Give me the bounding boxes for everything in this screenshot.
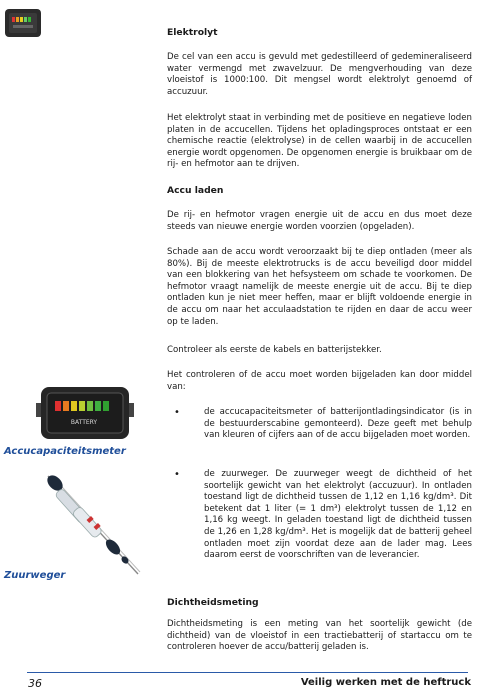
heading-accu-laden: Accu laden [167,185,224,196]
caption-meter: Accucapaciteitsmeter [4,446,126,457]
list-item-text: de zuurweger. De zuurweger weegt de dichtheid of het soortelijk gewicht van het elektrolyt (accuzuur). In ontladen toestand ligt de dichtheid tussen de 1,12 en 1,16 kg/dm³. Dit betekent dat 1 liter (= 1 dm³) elektrolyt tussen de 1,12 en 1,16 kg weegt. In geladen toestand ligt de dichtheid tussen de 1,26 en 1,28 kg/dm³. Het is mogelijk dat de batterij geheel ontladen moet zijn voordat deze aan de lader mag. Lees daarom eerst de voorschriften van de leverancier. [204,469,472,561]
paragraph: Schade aan de accu wordt veroorzaakt bij te diep ontladen (meer als 80%). Bij de meeste elektrotrucks is de accu beveiligd door middel van een blokkering van het hefsysteem om schade te voorkomen. De hefmotor vraagt namelijk de meeste energie uit de accu. Bij te diep ontladen kun je niet meer heffen, maar er blijft voldoende energie in de accu om naar het acculaadstation te rijden en daar de accu weer op te laden. [167,247,472,327]
meter-label: BATTERY [70,419,98,426]
paragraph: Dichtheidsmeting is een meting van het soortelijk gewicht (de dichtheid) van de vloeistof in een tractiebatterij of startaccu om te controleren hoever de accu/batterij geladen is. [167,619,472,653]
bullet-icon: • [174,407,180,418]
page-number: 36 [28,677,42,690]
footer-title: Veilig werken met de heftruck [300,677,471,688]
paragraph: Het elektrolyt staat in verbinding met de positieve en negatieve loden platen in de accucellen. Tijdens het opladingsproces ontstaat er een chemische reactie (elektrolyse) in de cellen waarbij in de accucellen energie wordt opgenomen. De opgenomen energie is bruikbaar om de rij- en hefmotor aan te drijven. [167,113,472,170]
paragraph: Het controleren of de accu moet worden bijgeladen kan door middel van: [167,370,472,392]
list-item-text: de accucapaciteitsmeter of batterijontladingsindicator (is in de bestuurderscabine gemonteerd). Deze geeft met behulp van kleuren of cijfers aan of de accu bijgeladen moet worden. [204,407,472,441]
footer-rule [27,672,468,673]
paragraph: De rij- en hefmotor vragen energie uit de accu en dus moet deze steeds van nieuwe energie worden voorzien (opgeladen). [167,210,472,232]
bullet-icon: • [174,469,180,480]
caption-weger: Zuurweger [4,570,66,581]
heading-dichtheidsmeting: Dichtheidsmeting [167,597,259,608]
paragraph: De cel van een accu is gevuld met gedestilleerd of gedemineraliseerd water vermengd met zwavelzuur. De mengverhouding van deze vloeistof is 1000:100. Dit mengsel wordt elektrolyt genoemd of accuzuur. [167,52,472,97]
heading-elektrolyt: Elektrolyt [167,27,218,38]
hydrometer-image [40,470,145,580]
battery-capacity-meter-image [36,385,134,441]
battery-meter-thumbnail-icon [4,8,42,38]
paragraph: Controleer als eerste de kabels en batterijstekker. [167,345,382,355]
